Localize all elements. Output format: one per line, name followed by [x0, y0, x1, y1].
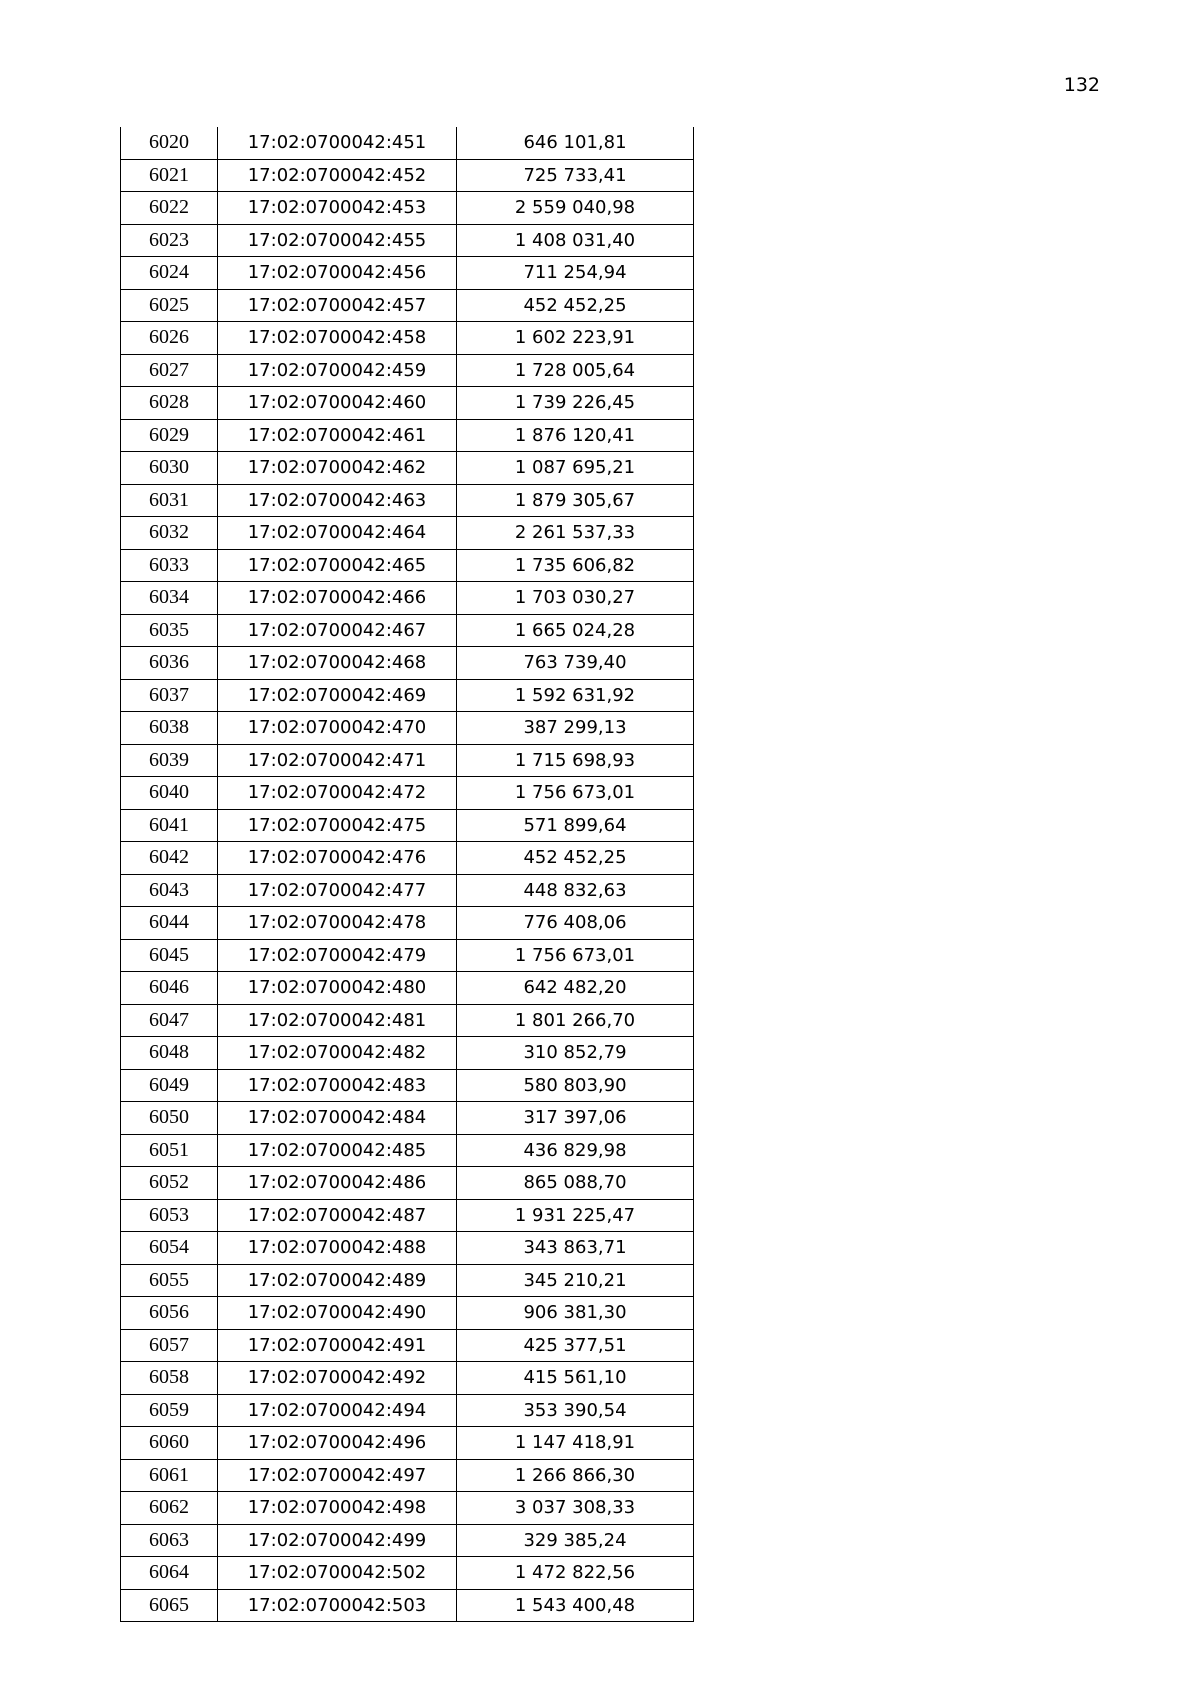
- cadastral-value-cell: 387 299,13: [457, 712, 694, 745]
- table-row: [121, 1589, 694, 1622]
- table-row: [121, 939, 694, 972]
- cadastral-number-cell: 17:02:0700042:469: [218, 679, 457, 712]
- table-row: [121, 712, 694, 745]
- cadastral-number-cell: 17:02:0700042:494: [218, 1394, 457, 1427]
- table-row: [121, 1199, 694, 1232]
- cadastral-number-cell: 17:02:0700042:487: [218, 1199, 457, 1232]
- table-row: [121, 809, 694, 842]
- row-number-cell: 6060: [121, 1427, 218, 1460]
- cadastral-value-cell: 763 739,40: [457, 647, 694, 680]
- cadastral-value-cell: 2 559 040,98: [457, 192, 694, 225]
- row-number-cell: 6057: [121, 1329, 218, 1362]
- cadastral-number-cell: 17:02:0700042:463: [218, 484, 457, 517]
- table-row: [121, 484, 694, 517]
- cadastral-value-cell: 1 266 866,30: [457, 1459, 694, 1492]
- cadastral-number-cell: 17:02:0700042:468: [218, 647, 457, 680]
- cadastral-number-cell: 17:02:0700042:490: [218, 1297, 457, 1330]
- cadastral-number-cell: 17:02:0700042:453: [218, 192, 457, 225]
- cadastral-value-cell: 1 602 223,91: [457, 322, 694, 355]
- cadastral-number-cell: 17:02:0700042:464: [218, 517, 457, 550]
- cadastral-value-cell: 1 665 024,28: [457, 614, 694, 647]
- cadastral-number-cell: 17:02:0700042:465: [218, 549, 457, 582]
- cadastral-number-cell: 17:02:0700042:486: [218, 1167, 457, 1200]
- cadastral-value-cell: 1 408 031,40: [457, 224, 694, 257]
- cadastral-number-cell: 17:02:0700042:499: [218, 1524, 457, 1557]
- row-number-cell: 6058: [121, 1362, 218, 1395]
- row-number-cell: 6063: [121, 1524, 218, 1557]
- cadastral-number-cell: 17:02:0700042:485: [218, 1134, 457, 1167]
- row-number-cell: 6053: [121, 1199, 218, 1232]
- row-number-cell: 6038: [121, 712, 218, 745]
- row-number-cell: 6044: [121, 907, 218, 940]
- cadastral-number-cell: 17:02:0700042:497: [218, 1459, 457, 1492]
- cadastral-number-cell: 17:02:0700042:492: [218, 1362, 457, 1395]
- row-number-cell: 6025: [121, 289, 218, 322]
- cadastral-value-cell: 776 408,06: [457, 907, 694, 940]
- cadastral-value-cell: 345 210,21: [457, 1264, 694, 1297]
- row-number-cell: 6047: [121, 1004, 218, 1037]
- row-number-cell: 6030: [121, 452, 218, 485]
- cadastral-value-cell: 725 733,41: [457, 159, 694, 192]
- table-row: [121, 679, 694, 712]
- row-number-cell: 6051: [121, 1134, 218, 1167]
- table-row: [121, 1004, 694, 1037]
- cadastral-value-cell: 3 037 308,33: [457, 1492, 694, 1525]
- row-number-cell: 6023: [121, 224, 218, 257]
- cadastral-value-cell: 580 803,90: [457, 1069, 694, 1102]
- cadastral-value-cell: 329 385,24: [457, 1524, 694, 1557]
- row-number-cell: 6032: [121, 517, 218, 550]
- cadastral-value-cell: 1 756 673,01: [457, 777, 694, 810]
- row-number-cell: 6027: [121, 354, 218, 387]
- cadastral-number-cell: 17:02:0700042:498: [218, 1492, 457, 1525]
- row-number-cell: 6042: [121, 842, 218, 875]
- row-number-cell: 6021: [121, 159, 218, 192]
- row-number-cell: 6024: [121, 257, 218, 290]
- cadastral-value-cell: 1 147 418,91: [457, 1427, 694, 1460]
- cadastral-value-cell: 1 728 005,64: [457, 354, 694, 387]
- cadastral-number-cell: 17:02:0700042:461: [218, 419, 457, 452]
- table-row: [121, 582, 694, 615]
- cadastral-number-cell: 17:02:0700042:484: [218, 1102, 457, 1135]
- table-row: [121, 972, 694, 1005]
- row-number-cell: 6037: [121, 679, 218, 712]
- table-row: [121, 127, 694, 159]
- cadastral-value-cell: 1 739 226,45: [457, 387, 694, 420]
- table-row: [121, 322, 694, 355]
- table-row: [121, 1362, 694, 1395]
- row-number-cell: 6029: [121, 419, 218, 452]
- row-number-cell: 6020: [121, 127, 218, 159]
- cadastral-value-cell: 906 381,30: [457, 1297, 694, 1330]
- table-row: [121, 1492, 694, 1525]
- table-row: [121, 647, 694, 680]
- cadastral-number-cell: 17:02:0700042:467: [218, 614, 457, 647]
- row-number-cell: 6026: [121, 322, 218, 355]
- row-number-cell: 6048: [121, 1037, 218, 1070]
- cadastral-value-cell: 343 863,71: [457, 1232, 694, 1265]
- row-number-cell: 6050: [121, 1102, 218, 1135]
- table-row: [121, 1264, 694, 1297]
- row-number-cell: 6022: [121, 192, 218, 225]
- cadastral-number-cell: 17:02:0700042:458: [218, 322, 457, 355]
- row-number-cell: 6049: [121, 1069, 218, 1102]
- table-row: [121, 1037, 694, 1070]
- cadastral-value-cell: 1 715 698,93: [457, 744, 694, 777]
- table-row: [121, 1394, 694, 1427]
- cadastral-number-cell: 17:02:0700042:489: [218, 1264, 457, 1297]
- row-number-cell: 6041: [121, 809, 218, 842]
- table-row: [121, 517, 694, 550]
- cadastral-number-cell: 17:02:0700042:452: [218, 159, 457, 192]
- table-row: [121, 192, 694, 225]
- row-number-cell: 6036: [121, 647, 218, 680]
- cadastral-number-cell: 17:02:0700042:503: [218, 1589, 457, 1622]
- row-number-cell: 6055: [121, 1264, 218, 1297]
- cadastral-number-cell: 17:02:0700042:482: [218, 1037, 457, 1070]
- table-row: [121, 777, 694, 810]
- row-number-cell: 6065: [121, 1589, 218, 1622]
- cadastral-number-cell: 17:02:0700042:472: [218, 777, 457, 810]
- cadastral-number-cell: 17:02:0700042:466: [218, 582, 457, 615]
- cadastral-value-cell: 2 261 537,33: [457, 517, 694, 550]
- cadastral-number-cell: 17:02:0700042:471: [218, 744, 457, 777]
- row-number-cell: 6031: [121, 484, 218, 517]
- cadastral-value-cell: 448 832,63: [457, 874, 694, 907]
- cadastral-value-cell: 452 452,25: [457, 842, 694, 875]
- cadastral-number-cell: 17:02:0700042:457: [218, 289, 457, 322]
- cadastral-value-cell: 425 377,51: [457, 1329, 694, 1362]
- cadastral-value-cell: 642 482,20: [457, 972, 694, 1005]
- cadastral-number-cell: 17:02:0700042:476: [218, 842, 457, 875]
- cadastral-value-cell: 1 472 822,56: [457, 1557, 694, 1590]
- row-number-cell: 6034: [121, 582, 218, 615]
- row-number-cell: 6045: [121, 939, 218, 972]
- table-row: [121, 842, 694, 875]
- table-row: [121, 387, 694, 420]
- cadastral-number-cell: 17:02:0700042:479: [218, 939, 457, 972]
- cadastral-value-cell: 317 397,06: [457, 1102, 694, 1135]
- table-row: [121, 549, 694, 582]
- cadastral-value-cell: 1 801 266,70: [457, 1004, 694, 1037]
- cadastral-number-cell: 17:02:0700042:483: [218, 1069, 457, 1102]
- cadastral-value-cell: 1 876 120,41: [457, 419, 694, 452]
- table-row: [121, 1069, 694, 1102]
- cadastral-number-cell: 17:02:0700042:462: [218, 452, 457, 485]
- cadastral-value-cell: 1 087 695,21: [457, 452, 694, 485]
- cadastral-value-cell: 711 254,94: [457, 257, 694, 290]
- table-row: [121, 1459, 694, 1492]
- row-number-cell: 6040: [121, 777, 218, 810]
- row-number-cell: 6052: [121, 1167, 218, 1200]
- table-row: [121, 354, 694, 387]
- page-number: 132: [1063, 74, 1100, 96]
- table-row: [121, 1524, 694, 1557]
- cadastral-value-cell: 865 088,70: [457, 1167, 694, 1200]
- row-number-cell: 6033: [121, 549, 218, 582]
- row-number-cell: 6064: [121, 1557, 218, 1590]
- cadastral-number-cell: 17:02:0700042:478: [218, 907, 457, 940]
- cadastral-value-cell: 353 390,54: [457, 1394, 694, 1427]
- cadastral-number-cell: 17:02:0700042:491: [218, 1329, 457, 1362]
- table-row: [121, 907, 694, 940]
- table-row: [121, 1167, 694, 1200]
- row-number-cell: 6061: [121, 1459, 218, 1492]
- table-row: [121, 419, 694, 452]
- table-row: [121, 1232, 694, 1265]
- table-row: [121, 1427, 694, 1460]
- cadastral-number-cell: 17:02:0700042:455: [218, 224, 457, 257]
- cadastral-value-cell: 452 452,25: [457, 289, 694, 322]
- cadastral-number-cell: 17:02:0700042:470: [218, 712, 457, 745]
- row-number-cell: 6059: [121, 1394, 218, 1427]
- cadastral-value-cell: 1 756 673,01: [457, 939, 694, 972]
- cadastral-value-cell: 436 829,98: [457, 1134, 694, 1167]
- row-number-cell: 6039: [121, 744, 218, 777]
- cadastral-number-cell: 17:02:0700042:496: [218, 1427, 457, 1460]
- cadastral-value-cell: 1 735 606,82: [457, 549, 694, 582]
- row-number-cell: 6043: [121, 874, 218, 907]
- table-row: [121, 159, 694, 192]
- cadastral-number-cell: 17:02:0700042:451: [218, 127, 457, 159]
- table-row: [121, 224, 694, 257]
- table-row: [121, 257, 694, 290]
- row-number-cell: 6056: [121, 1297, 218, 1330]
- cadastral-value-cell: 1 931 225,47: [457, 1199, 694, 1232]
- table-row: [121, 1329, 694, 1362]
- row-number-cell: 6054: [121, 1232, 218, 1265]
- table-body: [121, 127, 694, 1622]
- table-row: [121, 1134, 694, 1167]
- table-row: [121, 1102, 694, 1135]
- table-row: [121, 452, 694, 485]
- cadastral-value-cell: 571 899,64: [457, 809, 694, 842]
- cadastral-value-cell: 646 101,81: [457, 127, 694, 159]
- table-row: [121, 1297, 694, 1330]
- table-row: [121, 874, 694, 907]
- cadastral-value-cell: 310 852,79: [457, 1037, 694, 1070]
- cadastral-number-cell: 17:02:0700042:460: [218, 387, 457, 420]
- row-number-cell: 6028: [121, 387, 218, 420]
- table-row: [121, 744, 694, 777]
- cadastral-number-cell: 17:02:0700042:459: [218, 354, 457, 387]
- cadastral-number-cell: 17:02:0700042:480: [218, 972, 457, 1005]
- cadastral-number-cell: 17:02:0700042:481: [218, 1004, 457, 1037]
- cadastral-number-cell: 17:02:0700042:456: [218, 257, 457, 290]
- cadastral-number-cell: 17:02:0700042:475: [218, 809, 457, 842]
- cadastral-value-cell: 1 703 030,27: [457, 582, 694, 615]
- cadastral-number-cell: 17:02:0700042:488: [218, 1232, 457, 1265]
- table-row: [121, 614, 694, 647]
- cadastral-value-table: [120, 127, 694, 1622]
- cadastral-value-cell: 1 879 305,67: [457, 484, 694, 517]
- cadastral-value-cell: 415 561,10: [457, 1362, 694, 1395]
- cadastral-value-cell: 1 592 631,92: [457, 679, 694, 712]
- cadastral-value-cell: 1 543 400,48: [457, 1589, 694, 1622]
- table-row: [121, 289, 694, 322]
- row-number-cell: 6035: [121, 614, 218, 647]
- cadastral-number-cell: 17:02:0700042:502: [218, 1557, 457, 1590]
- cadastral-number-cell: 17:02:0700042:477: [218, 874, 457, 907]
- row-number-cell: 6062: [121, 1492, 218, 1525]
- row-number-cell: 6046: [121, 972, 218, 1005]
- table-row: [121, 1557, 694, 1590]
